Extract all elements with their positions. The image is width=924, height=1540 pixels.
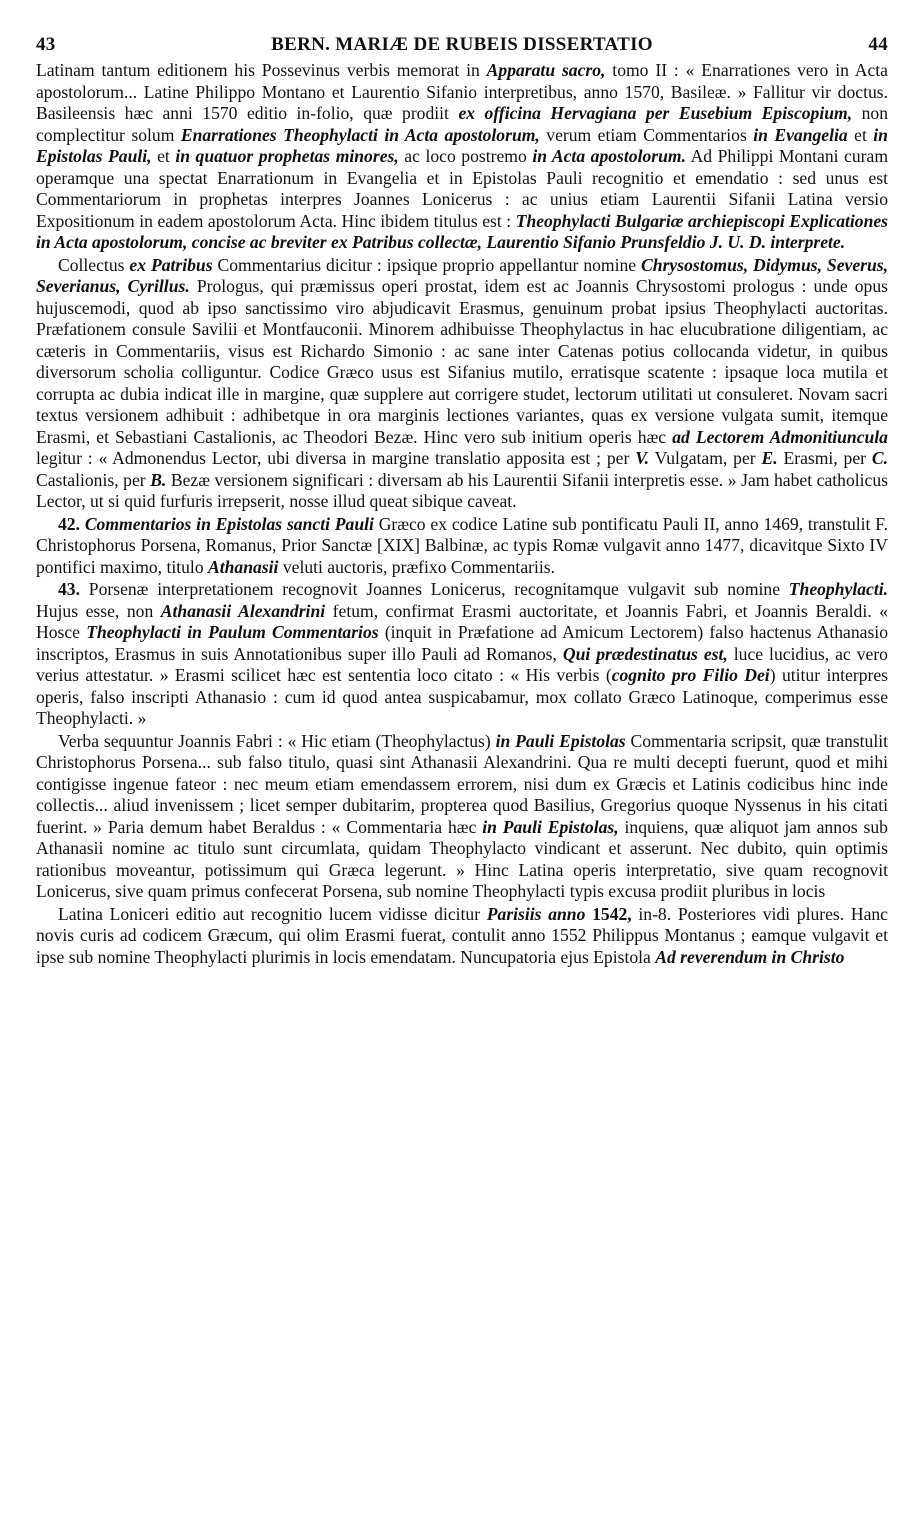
text-run: Græco ex codice Latine sub pontificatu Pauli II, anno 1469, transtulit F. Christophorus Porsena, Romanus, Prior Sanctæ [XIX] Balbinæ, ac typis Romæ vulgavit anno 1477, dicavitque Sixto IV pontifici maximo, titulo [36,513,889,577]
text-run: Latinam tantum editionem his Possevinus verbis memorat in [36,60,487,80]
italic-text-run: in Pauli Epistolas, [482,816,619,837]
text-run: Castalionis, per [36,469,151,490]
text-run: Hujus esse, non [36,600,161,621]
bold-text-run: 43. [58,579,89,599]
italic-text-run: Parisiis anno [486,903,586,924]
italic-text-run: in Pauli Epistolas [495,730,626,751]
italic-text-run: Apparatu sacro, [486,60,606,80]
text-run: Commentaria scripsit, quæ transtulit Christophorus Porsena... sub falso titulo, quasi sint Athanasii Alexandrini. Qua re multi decepti fuerunt, quod et mihi contigisse ingenue fateor : nec meum etiam emendassem errorem, nisi dum ex Græcis et Latinis codicibus hinc inde collectis... aliud invenissem ; licet semper dubitarim, propterea quod Basilius, Gregorius quoque Nyssenus in his citati fuerint. » Paria demum habet Beraldus : « Commentaria hæc [36,730,889,837]
italic-text-run: Ad reverendum in Christo [655,946,845,967]
paragraph [36,255,888,513]
italic-text-run: V. [635,448,650,468]
text-run: Bezæ versionem significari : diversam ab his Laurentii Sifanii interpretis esse. » Jam habet catholicus Lector, ut si quid furfuris irrepserit, nosse illud queat sibique caveat. [36,469,888,511]
text-run: Porsenæ interpretationem recognovit Joannes Lonicerus, recognitamque vulgavit sub nomine [88,579,789,599]
text-run: et [151,146,176,166]
text-run: non complectitur solum [36,103,888,145]
italic-text-run: Chrysostomus, Didymus, Severus, Severianus, Cyrillus. [36,254,889,296]
italic-text-run: Qui prædestinatus est, [562,643,728,664]
italic-text-run: in Acta apostolorum. [532,146,686,166]
text-run: ) utitur interpres operis, falso inscripti Athanasio : cum id quod antea suspicabamur, mox collato Græco Latinoque, comperimus esse Theophylacti. » [36,665,889,728]
paragraph [36,731,888,903]
text-run: Vulgatam, per [649,448,762,468]
text-run: Collectus [58,254,130,275]
italic-text-run: Athanasii Alexandrini [160,600,326,621]
italic-text-run: ex officina Hervagiana per Eusebium Episcopium, [458,103,853,123]
left-page-number: 43 [36,34,56,55]
right-page-number: 44 [868,34,888,55]
running-title: BERN. MARIÆ DE RUBEIS DISSERTATIO [271,34,653,55]
text-run: Verba sequuntur Joannis Fabri : « Hic etiam (Theophylactus) [58,730,496,751]
body-text [36,60,888,968]
italic-text-run: E. [761,448,778,468]
text-run: Erasmi, per [777,448,872,468]
text-run: Commentarius dicitur : ipsique proprio appellantur nomine [212,254,642,275]
italic-text-run: cognito pro Filio Dei [611,665,770,685]
bold-text-run: 42. [58,513,85,534]
text-run: inquiens, quæ aliquot jam annos sub Athanasii nomine ac titulo sunt circumlata, quidam Theophylacto vindicant et asserunt. Nec dubito, quin optimis rationibus moveantur, potissimum qui Græca legerunt. » Hinc Latina operis interpretatio, sive quam recognovit Lonicerus, sive quam primus confecerat Porsena, sub nomine Theophylacti typis excusa prodiit pluribus in locis [36,816,888,901]
text-run: luce lucidius, ac vero verius attestatur. » Erasmi scilicet hæc est sententia loco citato : « His verbis ( [36,643,888,685]
italic-text-run: ex Patribus [129,254,213,275]
text-run: veluti auctoris, præfixo Commentariis. [278,556,556,577]
text-run: in-8. Posteriores vidi plures. Hanc novis curis ad codicem Græcum, qui olim Erasmi fuerat, contulit anno 1552 Philippus Montanus ; eamque vulgavit et ipse sub nomine Theophylacti plurimis in locis emendatam. Nuncupatoria ejus Epistola [36,903,888,967]
text-run: et [847,124,874,145]
text-run: Latina Loniceri editio aut recognitio lucem vidisse dicitur [58,903,487,924]
paragraph [36,60,888,254]
italic-text-run: Theophylacti in Paulum Commentarios [86,622,379,642]
italic-text-run: in Evangelia [753,124,848,145]
text-run: (inquit in Præfatione ad Amicum Lectorem) falso hactenus Athanasio inscriptos, Erasmus in suis Annotationibus super illo Pauli ad Romanos, [36,622,888,664]
text-run: fetum, confirmat Erasmi auctoritate, et Joannis Fabri, et Joannis Beraldi. « Hosce [36,600,888,642]
italic-text-run: in Epistolas Pauli, [36,124,888,166]
paragraph [36,904,888,969]
text-run: Ad Philippi Montani curam operamque una spectat Enarrationum in Evangelia et in Epistolas Pauli recognitio et emendatio : sed unus est Commentariorum in prophetas interpres Joannes Lonicerus : ac unius etiam Laurentii Sifanii Latina versio Expositionum in eadem apostolorum Acta. Hinc ibidem titulus est : [36,146,889,231]
bold-text-run: 1542, [592,903,632,924]
document-page [36,34,888,1514]
italic-text-run: B. [150,469,167,490]
italic-text-run: Enarrationes Theophylacti in Acta apostolorum, [180,124,540,145]
text-run: Prologus, qui præmissus operi prostat, idem est ac Joannis Chrysostomi prologus : unde opus hujuscemodi, quod ab ipso sanctissimo viro abjudicavit Erasmus, genuinum probat ipsius Theophylacti auctoritas. Præfationem consule Savilii et Montfauconii. Minorem adhibuisse Theophylactus in hac elucubratione diligentiam, ac cæteris in Commentariis, visus est Richardo Simonio : ac sane inter Catenas potius collocanda videtur, in quibus diversorum scholia colliguntur. Codice Græco usus est Sifanius mutilo, erratisque scatente : ipsaque loca mutila et corrupta ac dubia indicat ille in margine, quæ supplere aut corrigere studet, lectorum utilitati ut consuleret. Novam sacri textus versionem adhibuit : adhibetque in ora marginis lectiones variantes, quas ex versione vulgata sumit, itemque Erasmi, et Sebastiani Castalionis, ac Theodori Bezæ. Hinc vero sub initium operis hæc [36,276,888,447]
text-run: legitur : « Admonendus Lector, ubi diversa in margine translatio apposita est ; per [36,448,636,468]
text-run: ac loco postremo [398,146,533,166]
italic-text-run: C. [871,448,888,468]
text-run: verum etiam Commentarios [539,124,754,145]
italic-text-run: ad Lectorem Admonitiuncula [672,426,888,447]
italic-text-run: Athanasii [208,556,279,577]
paragraph [36,514,888,579]
italic-text-run: Commentarios in Epistolas sancti Pauli [84,513,374,534]
italic-text-run: in quatuor prophetas minores, [175,146,399,166]
page-header [36,34,888,60]
text-run: tomo II : « Enarrationes vero in Acta apostolorum... Latine Philippo Montano et Laurentio Sifanio interpretibus, anno 1570, Basileæ. » Fallitur vir doctus. Basileensis hæc anni 1570 editio in-folio, quæ prodiit [36,60,888,123]
italic-text-run: Theophylacti Bulgariæ archiepiscopi Explicationes in Acta apostolorum, concise ac breviter ex Patribus collectæ, Laurentio Sifanio Prunsfeldio J. U. D. interprete. [36,210,889,252]
italic-text-run: Theophylacti. [788,579,888,599]
paragraph [36,579,888,730]
